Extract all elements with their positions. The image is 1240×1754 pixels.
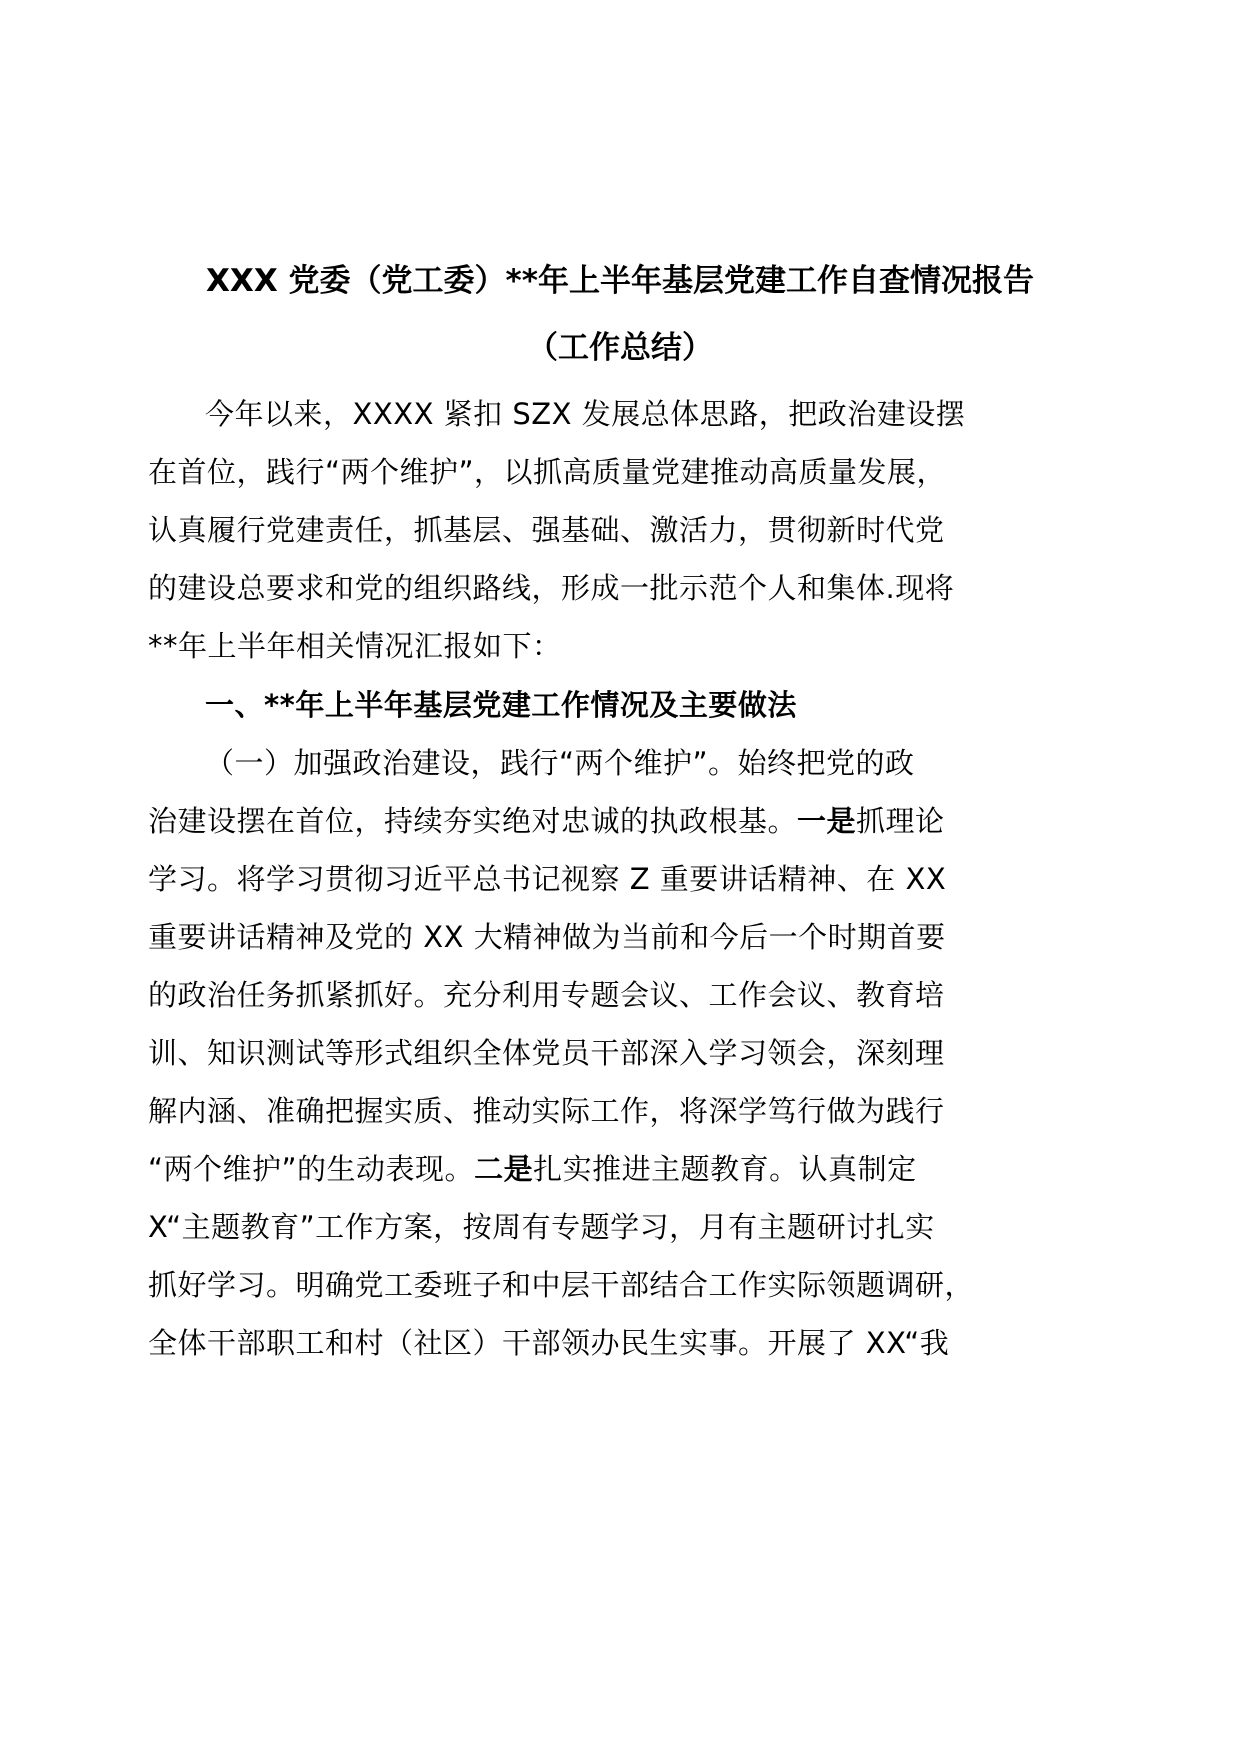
paragraph-line: 今年以来，XXXX 紧扣 SZX 发展总体思路，把政治建设摆 — [205, 397, 966, 431]
line-text: “两个维护”的生动表现。 — [148, 1152, 475, 1186]
paragraph-line: 的政治任务抓紧抓好。充分利用专题会议、工作会议、教育培 — [148, 978, 945, 1012]
paragraph-line: **年上半年相关情况汇报如下： — [148, 629, 562, 663]
paragraph-line: 认真履行党建责任，抓基层、强基础、激活力，贯彻新时代党 — [148, 513, 945, 547]
paragraph-line: 解内涵、准确把握实质、推动实际工作，将深学笃行做为践行 — [148, 1094, 945, 1128]
emphasis-text: 二是 — [474, 1152, 534, 1186]
paragraph-line — [148, 1149, 1108, 1189]
line-text: 抓理论 — [856, 804, 945, 838]
document-subtitle: （工作总结） — [527, 330, 713, 366]
paragraph-line: 重要讲话精神及党的 XX 大精神做为当前和今后一个时期首要 — [148, 920, 946, 954]
section-heading: 一、**年上半年基层党建工作情况及主要做法 — [205, 688, 797, 722]
paragraph-line: 抓好学习。明确党工委班子和中层干部结合工作实际领题调研， — [148, 1268, 975, 1302]
paragraph-line: 训、知识测试等形式组织全体党员干部深入学习领会，深刻理 — [148, 1036, 945, 1070]
paragraph-line: 全体干部职工和村（社区）干部领办民生实事。开展了 XX“我 — [148, 1326, 950, 1360]
emphasis-text: 一是 — [797, 804, 857, 838]
paragraph-line: 的建设总要求和党的组织路线，形成一批示范个人和集体.现将 — [148, 571, 955, 605]
paragraph-line — [148, 801, 1108, 841]
document-title: XXX 党委（党工委）**年上半年基层党建工作自查情况报告 — [206, 263, 1034, 299]
subsection-heading-line: （一）加强政治建设，践行“两个维护”。始终把党的政 — [205, 746, 915, 780]
paragraph-line: 在首位，践行“两个维护”，以抓高质量党建推动高质量发展， — [148, 455, 947, 489]
line-text: 扎实推进主题教育。认真制定 — [533, 1152, 917, 1186]
paragraph-line: X“主题教育”工作方案，按周有专题学习，月有主题研讨扎实 — [148, 1210, 935, 1244]
paragraph-line: 学习。将学习贯彻习近平总书记视察 Z 重要讲话精神、在 XX — [148, 862, 947, 896]
line-text: 治建设摆在首位，持续夯实绝对忠诚的执政根基。 — [148, 804, 798, 838]
